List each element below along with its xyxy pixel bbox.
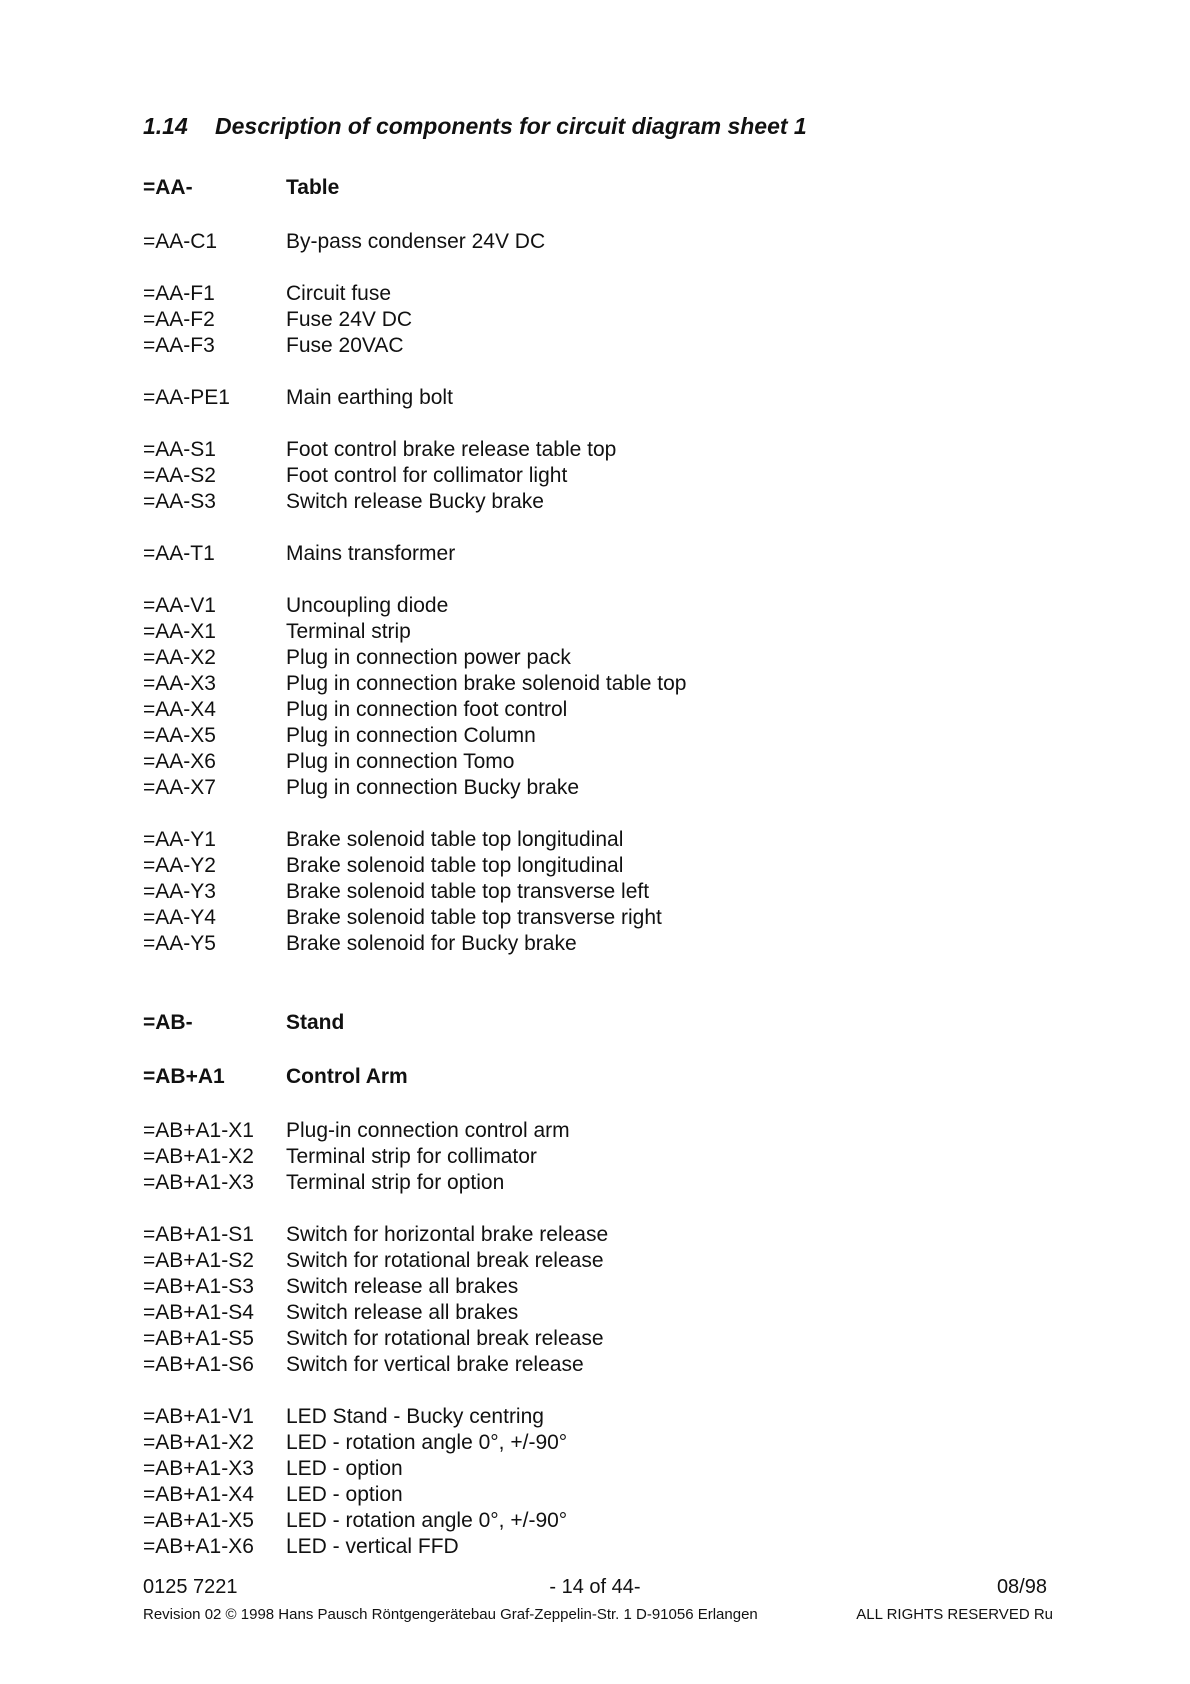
component-row bbox=[143, 775, 1063, 801]
component-code: =AB+A1-S6 bbox=[143, 1353, 254, 1376]
component-description: Foot control brake release table top bbox=[286, 438, 617, 461]
component-code: =AA-F2 bbox=[143, 308, 215, 331]
component-row bbox=[143, 1404, 1063, 1430]
component-code: =AB+A1-S2 bbox=[143, 1249, 254, 1272]
component-row bbox=[143, 1326, 1063, 1352]
component-code: =AA-X4 bbox=[143, 698, 216, 721]
section-code: =AB- bbox=[143, 1011, 193, 1034]
component-row bbox=[143, 671, 1063, 697]
component-row bbox=[143, 541, 1063, 567]
component-row bbox=[143, 1248, 1063, 1274]
component-description: Circuit fuse bbox=[286, 282, 392, 305]
component-description: Foot control for collimator light bbox=[286, 464, 568, 487]
component-row bbox=[143, 593, 1063, 619]
component-row bbox=[143, 645, 1063, 671]
section-name: Stand bbox=[286, 1011, 345, 1034]
component-description: Mains transformer bbox=[286, 542, 456, 565]
component-row bbox=[143, 307, 1063, 333]
component-row bbox=[143, 1300, 1063, 1326]
component-description: Plug in connection power pack bbox=[286, 646, 571, 669]
component-description: Switch for rotational break release bbox=[286, 1249, 604, 1272]
component-code: =AA-Y3 bbox=[143, 880, 216, 903]
component-code: =AA-X2 bbox=[143, 646, 216, 669]
component-description: Switch for rotational break release bbox=[286, 1327, 604, 1350]
component-description: Plug in connection Tomo bbox=[286, 750, 515, 773]
section-number: 1.14 bbox=[143, 113, 188, 139]
group-spacer bbox=[143, 411, 1063, 437]
component-description: Plug in connection brake solenoid table top bbox=[286, 672, 687, 695]
component-description: LED - option bbox=[286, 1457, 403, 1480]
group-spacer bbox=[143, 255, 1063, 281]
section-spacer bbox=[143, 957, 1063, 1010]
component-code: =AA-F3 bbox=[143, 334, 215, 357]
section-heading bbox=[143, 175, 1063, 201]
component-row bbox=[143, 1430, 1063, 1456]
component-description: LED - option bbox=[286, 1483, 403, 1506]
component-code: =AB+A1-S1 bbox=[143, 1223, 254, 1246]
component-description: Plug in connection Bucky brake bbox=[286, 776, 580, 799]
component-code: =AA-F1 bbox=[143, 282, 215, 305]
component-code: =AB+A1-X4 bbox=[143, 1483, 254, 1506]
document-date: 08/98 bbox=[996, 1576, 1047, 1598]
component-description: Brake solenoid for Bucky brake bbox=[286, 932, 577, 955]
component-code: =AB+A1-X2 bbox=[143, 1145, 254, 1168]
component-description: Terminal strip bbox=[286, 620, 411, 643]
component-code: =AB+A1-S4 bbox=[143, 1301, 254, 1324]
component-code: =AB+A1-X3 bbox=[143, 1171, 254, 1194]
component-code: =AA-Y4 bbox=[143, 906, 216, 929]
component-description: Fuse 24V DC bbox=[286, 308, 413, 331]
footer bbox=[143, 1576, 1047, 1602]
component-code: =AA-Y5 bbox=[143, 932, 216, 955]
component-row bbox=[143, 463, 1063, 489]
component-row bbox=[143, 385, 1063, 411]
component-description: LED - rotation angle 0°, +/-90° bbox=[286, 1431, 568, 1454]
component-code: =AA-S2 bbox=[143, 464, 216, 487]
component-code: =AA-V1 bbox=[143, 594, 216, 617]
component-code: =AA-PE1 bbox=[143, 386, 230, 409]
component-description: Switch release all brakes bbox=[286, 1275, 519, 1298]
component-code: =AA-C1 bbox=[143, 230, 218, 253]
component-row bbox=[143, 229, 1063, 255]
component-description: Brake solenoid table top transverse left bbox=[286, 880, 650, 903]
component-code: =AB+A1-V1 bbox=[143, 1405, 254, 1428]
group-spacer bbox=[143, 359, 1063, 385]
component-code: =AB+A1-X3 bbox=[143, 1457, 254, 1480]
component-code: =AB+A1-X6 bbox=[143, 1535, 254, 1558]
section-name: Control Arm bbox=[286, 1065, 408, 1088]
group-spacer bbox=[143, 515, 1063, 541]
component-description: Brake solenoid table top transverse right bbox=[286, 906, 662, 929]
component-code: =AA-S1 bbox=[143, 438, 216, 461]
section-code: =AB+A1 bbox=[143, 1065, 225, 1088]
group-spacer bbox=[143, 1378, 1063, 1404]
component-description: By-pass condenser 24V DC bbox=[286, 230, 546, 253]
component-row bbox=[143, 1144, 1063, 1170]
component-description: Brake solenoid table top longitudinal bbox=[286, 854, 624, 877]
component-code: =AA-X1 bbox=[143, 620, 216, 643]
section-name: Table bbox=[286, 176, 340, 199]
component-row bbox=[143, 1534, 1063, 1560]
component-row bbox=[143, 1456, 1063, 1482]
revision-line: Revision 02 © 1998 Hans Pausch Röntgengerätebau Graf-Zeppelin-Str. 1 D-91056 Erlangen bbox=[143, 1606, 758, 1623]
section-heading bbox=[143, 1064, 1063, 1090]
component-row bbox=[143, 749, 1063, 775]
component-code: =AA-X7 bbox=[143, 776, 216, 799]
component-description: Switch for vertical brake release bbox=[286, 1353, 584, 1376]
component-row bbox=[143, 489, 1063, 515]
component-description: Brake solenoid table top longitudinal bbox=[286, 828, 624, 851]
component-row bbox=[143, 1222, 1063, 1248]
component-description: Main earthing bolt bbox=[286, 386, 453, 409]
component-code: =AA-X6 bbox=[143, 750, 216, 773]
document-number: 0125 7221 bbox=[143, 1576, 238, 1598]
component-row bbox=[143, 333, 1063, 359]
section-heading bbox=[143, 1010, 1063, 1036]
component-description: Switch release Bucky brake bbox=[286, 490, 544, 513]
component-row bbox=[143, 1170, 1063, 1196]
component-row bbox=[143, 1508, 1063, 1534]
footer-revision bbox=[143, 1606, 1053, 1623]
component-row bbox=[143, 853, 1063, 879]
component-description: LED - vertical FFD bbox=[286, 1535, 459, 1558]
component-row bbox=[143, 281, 1063, 307]
component-description: Plug in connection Column bbox=[286, 724, 536, 747]
component-code: =AB+A1-X5 bbox=[143, 1509, 254, 1532]
component-list bbox=[143, 175, 1063, 1560]
component-row bbox=[143, 827, 1063, 853]
component-description: Switch for horizontal brake release bbox=[286, 1223, 609, 1246]
component-description: LED - rotation angle 0°, +/-90° bbox=[286, 1509, 568, 1532]
component-description: Terminal strip for collimator bbox=[286, 1145, 537, 1168]
group-spacer bbox=[143, 1196, 1063, 1222]
component-code: =AA-T1 bbox=[143, 542, 215, 565]
component-code: =AA-S3 bbox=[143, 490, 216, 513]
component-row bbox=[143, 437, 1063, 463]
group-spacer bbox=[143, 801, 1063, 827]
group-spacer bbox=[143, 567, 1063, 593]
page-title bbox=[143, 113, 807, 140]
component-code: =AB+A1-X2 bbox=[143, 1431, 254, 1454]
rights-notice: ALL RIGHTS RESERVED Ru bbox=[856, 1606, 1053, 1623]
component-row bbox=[143, 905, 1063, 931]
component-row bbox=[143, 879, 1063, 905]
section-code: =AA- bbox=[143, 176, 193, 199]
component-description: Uncoupling diode bbox=[286, 594, 449, 617]
component-code: =AA-Y2 bbox=[143, 854, 216, 877]
component-row bbox=[143, 619, 1063, 645]
component-row bbox=[143, 1352, 1063, 1378]
component-row bbox=[143, 1482, 1063, 1508]
component-description: Plug-in connection control arm bbox=[286, 1119, 570, 1142]
component-row bbox=[143, 1118, 1063, 1144]
component-row bbox=[143, 697, 1063, 723]
section-title: Description of components for circuit diagram sheet 1 bbox=[215, 113, 807, 139]
page-number: - 14 of 44- bbox=[549, 1576, 641, 1598]
component-description: LED Stand - Bucky centring bbox=[286, 1405, 544, 1428]
component-code: =AA-Y1 bbox=[143, 828, 216, 851]
component-description: Switch release all brakes bbox=[286, 1301, 519, 1324]
component-code: =AB+A1-S3 bbox=[143, 1275, 254, 1298]
component-description: Fuse 20VAC bbox=[286, 334, 404, 357]
component-code: =AA-X3 bbox=[143, 672, 216, 695]
component-row bbox=[143, 1274, 1063, 1300]
component-row bbox=[143, 723, 1063, 749]
component-code: =AB+A1-S5 bbox=[143, 1327, 254, 1350]
component-code: =AA-X5 bbox=[143, 724, 216, 747]
component-row bbox=[143, 931, 1063, 957]
component-description: Plug in connection foot control bbox=[286, 698, 568, 721]
component-description: Terminal strip for option bbox=[286, 1171, 505, 1194]
component-code: =AB+A1-X1 bbox=[143, 1119, 254, 1142]
